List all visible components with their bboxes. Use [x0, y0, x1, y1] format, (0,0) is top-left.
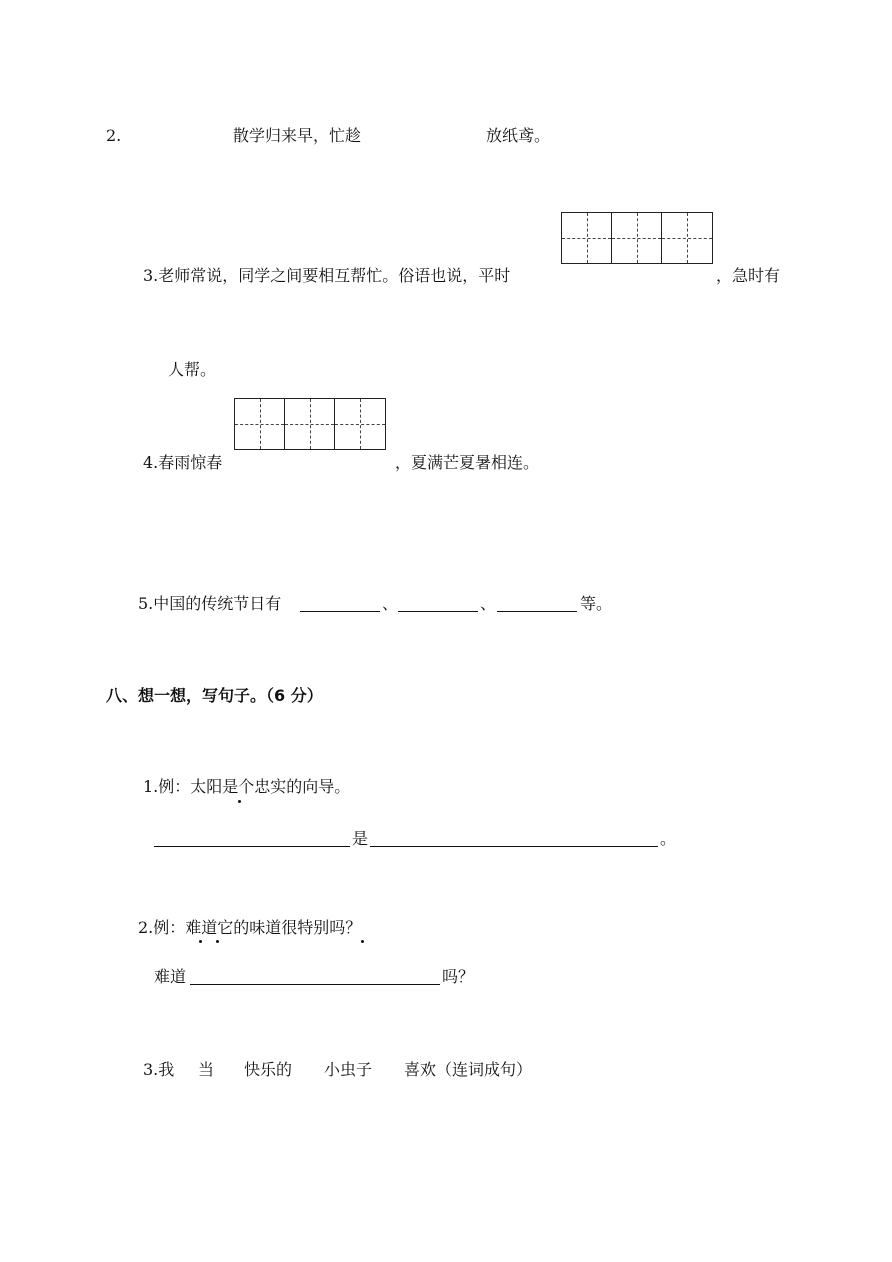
emphasis-dot — [361, 940, 364, 943]
grid-cell[interactable] — [335, 399, 385, 449]
q5-blank-3[interactable] — [497, 595, 577, 612]
ex1-blank-subject[interactable] — [154, 830, 350, 847]
ex2-start: 难道 — [154, 967, 187, 986]
emphasis-dot — [216, 940, 219, 943]
q5-blank-2[interactable] — [398, 595, 478, 612]
ex3-number-word: 3.我 — [143, 1060, 175, 1079]
q3-text-part2: ，急时有 — [716, 266, 781, 285]
emphasis-dot — [199, 940, 202, 943]
grid-cell[interactable] — [562, 213, 612, 263]
q4-writing-grid[interactable] — [234, 398, 386, 450]
q4-text-part2: ，夏满芒夏暑相连。 — [395, 453, 540, 472]
q5-separator-2: 、 — [480, 594, 497, 613]
q5-blank-1[interactable] — [300, 595, 380, 612]
ex2-example: 2.例：难道它的味道很特别吗？ — [138, 918, 362, 937]
ex2-blank[interactable] — [190, 968, 440, 985]
ex1-end: 。 — [660, 829, 677, 848]
grid-cell[interactable] — [285, 399, 335, 449]
q3-writing-grid[interactable] — [561, 212, 713, 264]
q2-text-part2: 放纸鸢。 — [486, 126, 551, 145]
ex3-word-2: 当 — [198, 1060, 215, 1079]
ex1-blank-predicate[interactable] — [370, 830, 658, 847]
grid-cell[interactable] — [612, 213, 662, 263]
section8-heading: 八、想一想，写句子。（6 分） — [106, 686, 323, 705]
q2-number: 2. — [106, 126, 122, 145]
q2-text-part1: 散学归来早，忙趁 — [233, 126, 362, 145]
ex1-middle: 是 — [352, 829, 369, 848]
q3-text-part3: 人帮。 — [168, 360, 217, 379]
q4-text-part1: 4.春雨惊春 — [143, 453, 223, 472]
ex1-example: 1.例：太阳是个忠实的向导。 — [143, 777, 351, 796]
grid-cell[interactable] — [235, 399, 285, 449]
ex2-end: 吗？ — [442, 967, 475, 986]
q5-separator-1: 、 — [382, 594, 399, 613]
q5-end: 等。 — [580, 594, 613, 613]
ex3-word-3: 快乐的 — [244, 1060, 293, 1079]
ex3-word-5: 喜欢（连词成句） — [404, 1060, 533, 1079]
q3-text-part1: 3.老师常说，同学之间要相互帮忙。俗语也说，平时 — [143, 266, 511, 285]
ex3-word-4: 小虫子 — [324, 1060, 373, 1079]
grid-cell[interactable] — [662, 213, 712, 263]
emphasis-dot — [238, 800, 241, 803]
q5-text: 5.中国的传统节日有 — [138, 594, 282, 613]
